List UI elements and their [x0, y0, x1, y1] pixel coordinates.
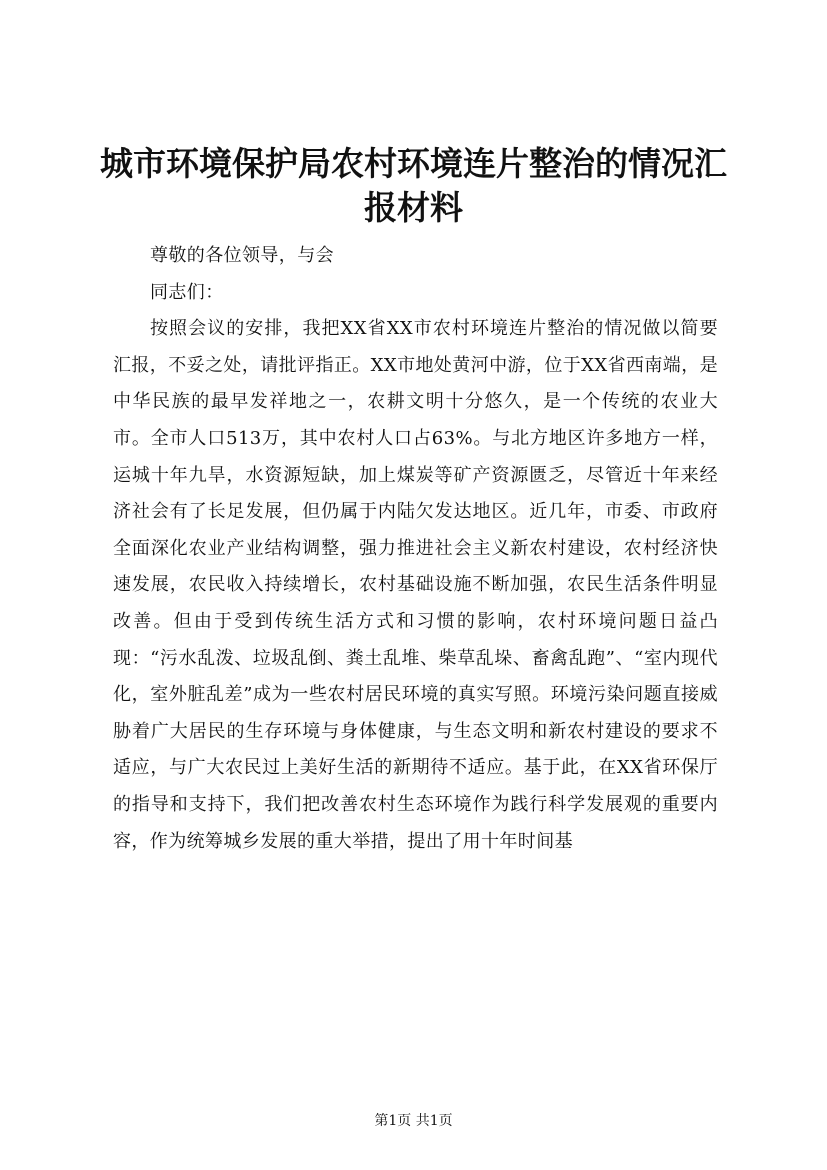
page-footer: 第1页 共1页 [374, 1113, 453, 1129]
document-body [113, 238, 718, 860]
salutation-line-1: 尊敬的各位领导，与会 [150, 245, 334, 266]
body-paragraph-1: 按照会议的安排，我把XX省XX市农村环境连片整治的情况做以简要汇报，不妥之处，请批评指正。XX市地处黄河中游，位于XX省西南端，是中华民族的最早发祥地之一，农耕文明十分悠久，是一个传统的农业大市。全市人口513万，其中农村人口占63%。与北方地区许多地方一样，运城十年九旱，水资源短缺，加上煤炭等矿产资源匮乏，尽管近十年来经济社会有了长足发展，但仍属于内陆欠发达地区。近几年，市委、市政府全面深化农业产业结构调整，强力推进社会主义新农村建设，农村经济快速发展，农民收入持续增长，农村基础设施不断加强，农民生活条件明显改善。但由于受到传统生活方式和习惯的影响，农村环境问题日益凸现：“污水乱泼、垃圾乱倒、粪土乱堆、柴草乱垛、畜禽乱跑”、“室内现代化，室外脏乱差”成为一些农村居民环境的真实写照。环境污染问题直接威胁着广大居民的生存环境与身体健康，与生态文明和新农村建设的要求不适应，与广大农民过上美好生活的新期待不适应。基于此，在XX省环保厅的指导和支持下，我们把改善农村生态环境作为践行科学发展观的重要内容，作为统筹城乡发展的重大举措，提出了用十年时间基 [113, 318, 718, 852]
document-title: 城市环境保护局农村环境连片整治的情况汇报材料 [100, 144, 727, 227]
salutation-line-2: 同志们： [150, 281, 224, 303]
